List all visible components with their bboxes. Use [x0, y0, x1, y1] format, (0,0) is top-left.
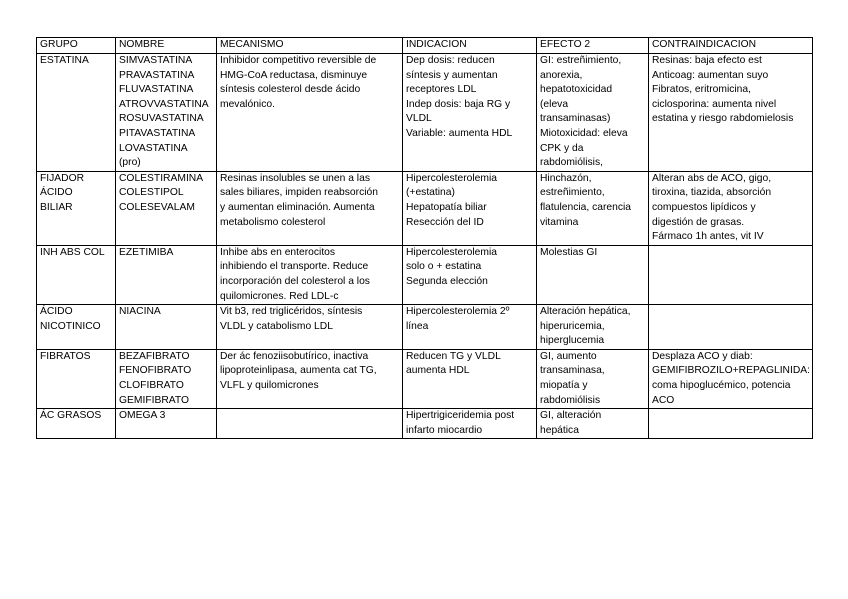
cell-line: GI, aumento	[540, 350, 597, 362]
cell-line: mevalónico.	[220, 98, 275, 110]
cell-line: (eleva	[540, 98, 569, 110]
cell-mecanismo	[217, 349, 403, 408]
cell-indicacion	[403, 349, 537, 408]
header-efecto: EFECTO 2	[537, 38, 649, 54]
cell-line: CLOFIBRATO	[119, 380, 184, 392]
cell-line: Hinchazón,	[540, 172, 592, 184]
table-row	[37, 349, 813, 408]
cell-line: metabolismo colesterol	[220, 216, 326, 228]
cell-line: flatulencia, carencia	[540, 201, 632, 213]
cell-indicacion	[403, 409, 537, 439]
cell-line: rabdomiólisis,	[540, 157, 603, 169]
cell-indicacion	[403, 171, 537, 245]
cell-nombre	[116, 305, 217, 350]
cell-line: LOVASTATINA	[119, 142, 188, 154]
cell-nombre	[116, 409, 217, 439]
cell-contra	[649, 305, 813, 350]
cell-line: aumenta HDL	[406, 365, 470, 377]
cell-line: inhibiendo el transporte. Reduce	[220, 261, 369, 273]
cell-line: FLUVASTATINA	[119, 84, 194, 96]
header-mecanismo: MECANISMO	[217, 38, 403, 54]
cell-line: Resinas insolubles se unen a las	[220, 172, 370, 184]
header-contraindicacion: CONTRAINDICACION	[649, 38, 813, 54]
cell-nombre	[116, 54, 217, 172]
cell-line: anorexia,	[540, 69, 583, 81]
cell-mecanismo	[217, 245, 403, 304]
cell-line: GI: estreñimiento,	[540, 55, 622, 66]
cell-contra	[649, 349, 813, 408]
cell-line: Inhibe abs en enterocitos	[220, 246, 336, 258]
cell-mecanismo	[217, 409, 403, 439]
table-body	[37, 54, 813, 439]
cell-mecanismo	[217, 171, 403, 245]
cell-line: GEMIFIBRATO	[119, 394, 189, 406]
cell-line: VLFL y quilomicrones	[220, 380, 319, 392]
cell-indicacion	[403, 305, 537, 350]
cell-line: Hipercolesterolemia 2º	[406, 306, 510, 318]
cell-line: receptores LDL	[406, 84, 477, 96]
cell-grupo	[37, 245, 116, 304]
cell-line: tiroxina, tiazida, absorción	[652, 187, 772, 199]
cell-line: ROSUVASTATINA	[119, 113, 204, 125]
table-row	[37, 171, 813, 245]
cell-efecto	[537, 349, 649, 408]
cell-indicacion	[403, 245, 537, 304]
cell-line: Der ác fenoziisobutírico, inactiva	[220, 350, 369, 362]
cell-line: rabdomiólisis	[540, 394, 601, 406]
cell-efecto	[537, 245, 649, 304]
cell-line: Reducen TG y VLDL	[406, 350, 501, 362]
cell-contra	[649, 171, 813, 245]
cell-line: SIMVASTATINA	[119, 55, 193, 66]
cell-grupo	[37, 54, 116, 172]
cell-line: COLESEVALAM	[119, 201, 195, 213]
cell-line: Desplaza ACO y diab:	[652, 350, 753, 362]
cell-line: (+estatina)	[406, 187, 455, 199]
cell-contra	[649, 245, 813, 304]
cell-efecto	[537, 54, 649, 172]
cell-efecto	[537, 305, 649, 350]
cell-nombre	[116, 245, 217, 304]
cell-line: hiperuricemia,	[540, 320, 605, 332]
cell-contra	[649, 54, 813, 172]
cell-line: NIACINA	[119, 306, 161, 318]
cell-line: estatina y riesgo rabdomielosis	[652, 113, 794, 125]
cell-line: INH ABS COL	[40, 246, 105, 258]
header-indicacion: INDICACION	[403, 38, 537, 54]
cell-line: Hipertrigiceridemia post	[406, 410, 515, 422]
cell-grupo	[37, 171, 116, 245]
cell-line: GEMIFIBROZILO+REPAGLINIDA:	[652, 365, 811, 377]
cell-line: Miotoxicidad: eleva	[540, 127, 628, 139]
cell-efecto	[537, 409, 649, 439]
cell-line: FIBRATOS	[40, 350, 91, 362]
cell-line: Variable: aumenta HDL	[406, 127, 513, 139]
header-grupo: GRUPO	[37, 38, 116, 54]
cell-line: y aumentan eliminación. Aumenta	[220, 201, 375, 213]
table-row	[37, 54, 813, 172]
header-row	[37, 38, 813, 54]
cell-line: COLESTIRAMINA	[119, 172, 204, 184]
cell-line: incorporación del colesterol a los	[220, 275, 370, 287]
cell-contra	[649, 409, 813, 439]
cell-line: PRAVASTATINA	[119, 69, 195, 81]
cell-line: Alteran abs de ACO, gigo,	[652, 172, 772, 184]
cell-mecanismo	[217, 54, 403, 172]
cell-line: solo o + estatina	[406, 261, 482, 273]
cell-line: hepatotoxicidad	[540, 84, 613, 96]
cell-line: sales biliares, impiden reabsorción	[220, 187, 378, 199]
cell-line: PITAVASTATINA	[119, 127, 196, 139]
cell-line: FIJADOR	[40, 172, 85, 184]
table-row	[37, 409, 813, 439]
cell-line: (pro)	[119, 157, 141, 169]
cell-line: EZETIMIBA	[119, 246, 174, 258]
cell-line: síntesis y aumentan	[406, 69, 498, 81]
cell-line: Dep dosis: reducen	[406, 55, 495, 66]
cell-line: ÁC GRASOS	[40, 410, 102, 422]
cell-line: Fármaco 1h antes, vit IV	[652, 231, 764, 243]
cell-nombre	[116, 349, 217, 408]
cell-line: ATROVVASTATINA	[119, 98, 209, 110]
cell-line: BILIAR	[40, 201, 73, 213]
cell-line: ACO	[652, 394, 675, 406]
cell-line: ÁCIDO	[40, 187, 73, 199]
cell-line: Hipercolesterolemia	[406, 172, 497, 184]
cell-nombre	[116, 171, 217, 245]
cell-grupo	[37, 349, 116, 408]
cell-line: digestión de grasas.	[652, 216, 745, 228]
cell-line: Molestias GI	[540, 246, 598, 258]
cell-line: BEZAFIBRATO	[119, 350, 190, 362]
cell-line: Vit b3, red triglicéridos, síntesis	[220, 306, 363, 318]
cell-line: infarto miocardio	[406, 424, 483, 436]
cell-line: quilomicrones. Red LDL-c	[220, 290, 339, 302]
cell-line: Resinas: baja efecto est	[652, 55, 762, 66]
cell-efecto	[537, 171, 649, 245]
cell-line: Inhibidor competitivo reversible de	[220, 55, 377, 66]
cell-line: OMEGA 3	[119, 410, 166, 422]
cell-line: NICOTINICO	[40, 320, 101, 332]
cell-line: miopatía y	[540, 380, 588, 392]
cell-line: HMG-CoA reductasa, disminuye	[220, 69, 368, 81]
cell-line: coma hipoglucémico, potencia	[652, 380, 791, 392]
cell-line: Segunda elección	[406, 275, 488, 287]
cell-line: ciclosporina: aumenta nivel	[652, 98, 777, 110]
cell-line: GI, alteración	[540, 410, 602, 422]
cell-mecanismo	[217, 305, 403, 350]
cell-line: ÁCIDO	[40, 306, 73, 318]
cell-line: VLDL	[406, 113, 432, 125]
cell-line: ESTATINA	[40, 55, 89, 66]
cell-line: Anticoag: aumentan suyo	[652, 69, 769, 81]
cell-line: estreñimiento,	[540, 187, 605, 199]
header-nombre: NOMBRE	[116, 38, 217, 54]
drug-table	[36, 37, 813, 439]
cell-line: Hipercolesterolemia	[406, 246, 497, 258]
table-row	[37, 245, 813, 304]
cell-line: compuestos lipídicos y	[652, 201, 756, 213]
cell-indicacion	[403, 54, 537, 172]
cell-line: Indep dosis: baja RG y	[406, 98, 511, 110]
cell-line: lipoproteinlipasa, aumenta cat TG,	[220, 365, 377, 377]
cell-line: Fibratos, eritromicina,	[652, 84, 751, 96]
cell-line: COLESTIPOL	[119, 187, 184, 199]
cell-grupo	[37, 305, 116, 350]
cell-line: hiperglucemia	[540, 335, 605, 347]
cell-line: vitamina	[540, 216, 579, 228]
cell-line: VLDL y catabolismo LDL	[220, 320, 333, 332]
table-row	[37, 305, 813, 350]
cell-line: Resección del ID	[406, 216, 484, 228]
cell-line: Hepatopatía biliar	[406, 201, 487, 213]
cell-line: transaminasas)	[540, 113, 611, 125]
cell-line: transaminasa,	[540, 365, 605, 377]
cell-line: hepática	[540, 424, 579, 436]
cell-grupo	[37, 409, 116, 439]
cell-line: Alteración hepática,	[540, 306, 631, 318]
cell-line: CPK y da	[540, 142, 584, 154]
cell-line: síntesis colesterol desde ácido	[220, 84, 361, 96]
cell-line: línea	[406, 320, 429, 332]
cell-line: FENOFIBRATO	[119, 365, 192, 377]
